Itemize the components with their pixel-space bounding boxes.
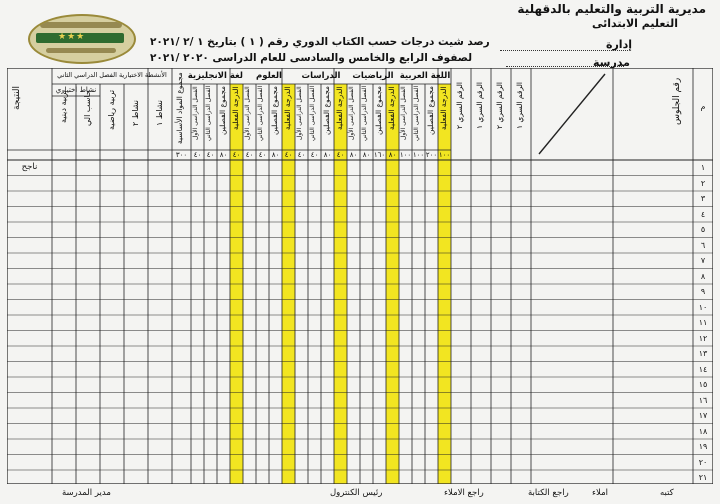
subject-group-header: الرياضيات <box>352 71 394 81</box>
subject-column-header: الدرجة الفعلية <box>335 86 344 130</box>
subject-column-header: الدرجة الفعلية <box>231 86 240 130</box>
row-number: ٧ <box>700 256 706 265</box>
max-score-cell: ١٠٠ <box>412 151 425 159</box>
directorate-title: مديرية التربية والتعليم بالدقهلية <box>517 2 706 16</box>
activity-column-header: تربية دينية <box>59 90 68 124</box>
subject-group-header: لغة الانجليزية <box>187 71 243 81</box>
subject-column-header: الفصل الدراسى الثاني <box>361 86 368 142</box>
activity-column-header: نشاط ٢ <box>131 100 140 127</box>
subject-column-header: الفصل الدراسى الثاني <box>413 86 420 142</box>
max-score-cell: ٢٠٠ <box>425 151 438 159</box>
row-number: ١٤ <box>698 364 708 374</box>
subject-group-header: اللغة العربية <box>399 71 451 81</box>
max-score-cell: ٤٠ <box>206 151 215 159</box>
subject-column-header: الدرجة الفعلية <box>283 86 292 130</box>
subject-column-header: الفصل الدراسى الأول <box>192 86 199 140</box>
max-score-cell: ٤٠ <box>232 151 241 159</box>
secret-number-header: الرقم السري ١ <box>475 82 484 129</box>
max-score-cell: ٨٠ <box>271 151 280 159</box>
subject-column-header: مجموع الفصلين <box>322 86 331 136</box>
row-number: ٢٠ <box>698 457 708 467</box>
max-score-cell: ٤٠ <box>297 151 306 159</box>
subject-column-header: مجموع الفصلين <box>270 86 279 136</box>
madrasa-field <box>506 66 624 67</box>
madrasa-label: مدرسة <box>593 56 630 69</box>
sheet-title-line1: رصد شيت درجات حسب الكتاب الدوري رقم ( ١ ) بتاريخ ١ /٢ /٢٠٢١ <box>150 36 490 48</box>
row-number: ١٠ <box>698 302 708 312</box>
activity-column-header: حاسب الي <box>83 90 92 126</box>
subject-column-header: مجموع الفصلين <box>374 86 383 136</box>
max-score-cell: ٨٠ <box>219 151 228 159</box>
department-title: التعليم الابتدائى <box>591 17 678 30</box>
subject-column-header: الفصل الدراسى الأول <box>296 86 303 140</box>
max-score-cell: ٤٠ <box>245 151 254 159</box>
grades-table <box>7 68 713 484</box>
subject-group-header: العلوم <box>256 71 282 81</box>
row-number: ١٧ <box>698 411 708 420</box>
row-number: ١٣ <box>698 349 708 358</box>
row-number: ١٩ <box>698 442 708 451</box>
subject-column-header: الدرجة الفعلية <box>439 86 448 130</box>
subject-column-header: الفصل الدراسى الثاني <box>309 86 316 142</box>
page-header <box>0 0 720 70</box>
subject-column-header: الفصل الدراسى الأول <box>400 86 407 140</box>
row-number: ٩ <box>700 287 706 296</box>
max-score-cell: ٤٠ <box>284 151 293 159</box>
activity-column-header: نشاط ١ <box>155 100 164 127</box>
footer-control-head: رئيس الكنترول <box>330 488 383 498</box>
serial-header: م <box>700 102 706 111</box>
max-score-cell: ٨٠ <box>349 151 358 159</box>
footer-check-dictation: راجع الاملاء <box>444 488 484 498</box>
row-number: ٢ <box>700 178 706 188</box>
total-max-cell: ٣٠٠ <box>175 151 188 159</box>
row-number: ٣ <box>700 194 706 203</box>
subject-group-header: الدراسات <box>301 71 341 81</box>
row-number: ١٥ <box>698 380 708 389</box>
secret-number-header: الرقم السري ٢ <box>495 82 504 129</box>
total-basic-subjects-header: مجموع المواد الأساسية <box>175 72 184 144</box>
footer-school-principal: مدير المدرسة <box>62 488 111 498</box>
activity-column-header: تربية رياضية <box>107 90 116 131</box>
max-score-cell: ١٠٠ <box>399 151 412 159</box>
max-score-cell: ٤٠ <box>336 151 345 159</box>
max-score-cell: ١٠٠ <box>438 151 451 159</box>
sheet-title-line2: لصفوف الرابع والخامس والسادسى للعام الدراسى ٢٠٢٠ /٢٠٢١ <box>150 52 473 64</box>
seat-number-header: رقم الجلوس <box>672 78 682 126</box>
result-header: النتيجة <box>12 86 22 111</box>
footer-dictation: املاء <box>592 488 608 498</box>
row-number: ٥ <box>700 225 706 234</box>
max-score-cell: ١٦٠ <box>373 151 386 159</box>
max-score-cell: ٨٠ <box>388 151 397 159</box>
subject-column-header: مجموع الفصلين <box>218 86 227 136</box>
subject-column-header: مجموع الفصلين <box>426 86 435 136</box>
subject-column-header: الدرجة الفعلية <box>387 86 396 130</box>
ministry-emblem-logo: ★★★ <box>28 14 136 64</box>
secret-number-header: الرقم السري ٢ <box>455 82 464 129</box>
idara-field <box>500 50 628 51</box>
footer-check-writing: راجع الكتابة <box>528 488 569 498</box>
row-number: ٨ <box>700 271 706 281</box>
row-number: ١ <box>700 163 706 172</box>
max-score-cell: ٤٠ <box>193 151 202 159</box>
activities-group-header: الأنشطة الاختيارية الفصل الدراسي الثاني <box>57 71 167 79</box>
subject-column-header: الفصل الدراسى الثاني <box>257 86 264 142</box>
row-number: ١٢ <box>698 333 708 343</box>
row-number: ٢١ <box>698 473 708 482</box>
row-number: ٤ <box>700 209 706 219</box>
max-score-cell: ٨٠ <box>323 151 332 159</box>
subject-column-header: الفصل الدراسى الأول <box>244 86 251 140</box>
subject-column-header: الفصل الدراسى الثاني <box>205 86 212 142</box>
row-number: ١٦ <box>698 395 708 405</box>
max-score-cell: ٨٠ <box>362 151 371 159</box>
max-score-cell: ٤٠ <box>310 151 319 159</box>
optional-activity-subheader: نشاط اختياري <box>55 86 97 94</box>
row-number: ١٨ <box>698 426 708 436</box>
secret-number-header: الرقم السري ١ <box>515 82 524 129</box>
row-number: ١١ <box>698 318 708 327</box>
idara-label: إدارة <box>605 38 632 51</box>
row-number: ٦ <box>700 240 706 250</box>
max-score-cell: ٤٠ <box>258 151 267 159</box>
result-value: ناجح <box>21 162 38 172</box>
footer-written-by: كتبه <box>660 488 674 498</box>
subject-column-header: الفصل الدراسى الأول <box>348 86 355 140</box>
